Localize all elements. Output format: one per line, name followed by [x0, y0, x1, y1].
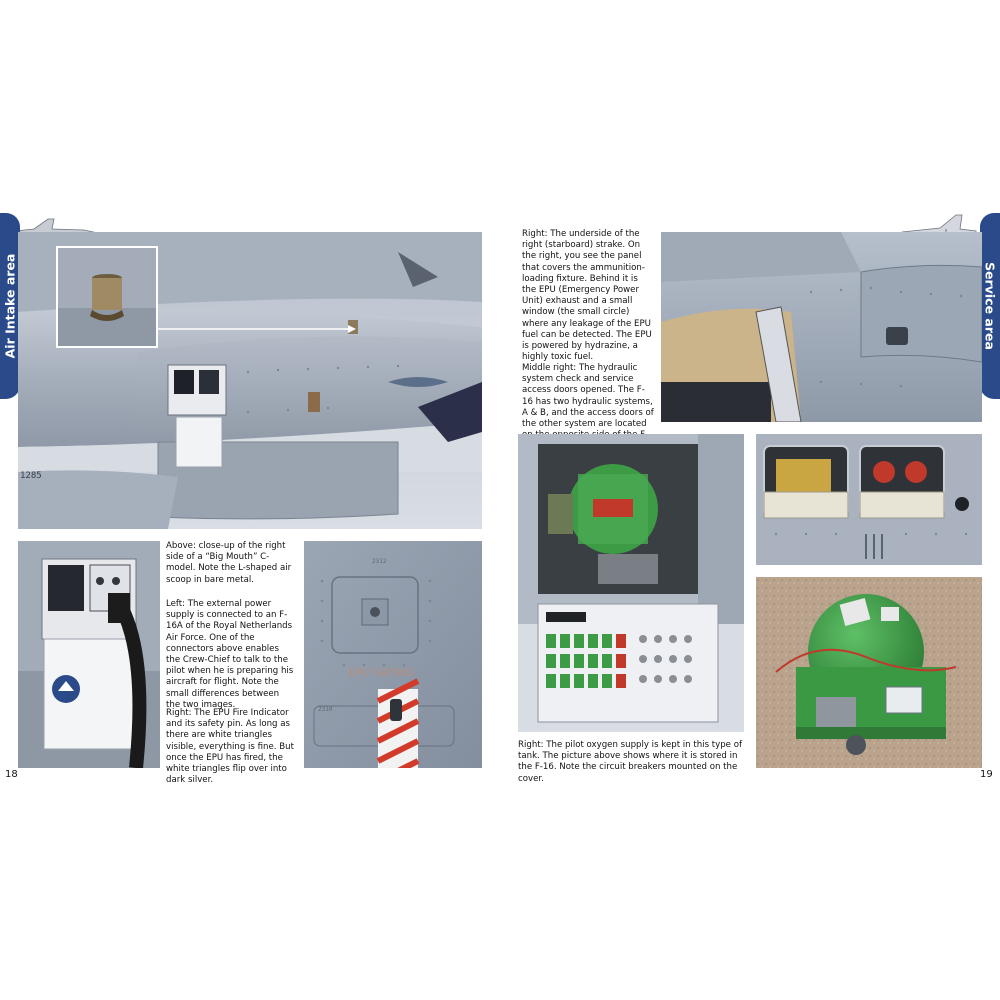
- caption-strake: Right: The underside of the right (starboard) strake. On the right, you see the panel that covers the ammunition-loading fixture. Behind it is the EPU (Emergency Power Unit) exhaust and a small window (the small circle) where any leakage of the EPU fuel can be detected. The EPU is powered by hydrazine, a highly toxic fuel.: [522, 229, 652, 363]
- inset-air-scoop: [56, 246, 158, 348]
- section-tab-left-label: Air Intake area: [2, 253, 18, 359]
- photo-hydraulic-doors: [756, 434, 982, 565]
- epu-safing-stencil: EPU SAFING: [348, 666, 415, 679]
- caption-epu-indicator: Right: The EPU Fire Indicator and its safety pin. As long as there are white triangles visible, everything is fine. But once the EPU has fired, the white triangles flip over into dark silver.: [166, 708, 294, 786]
- photo-oxygen-bay: [518, 434, 744, 732]
- stencil-number: 1285: [20, 471, 42, 481]
- page-number-left: 18: [5, 769, 18, 780]
- photo-strake-underside: [661, 232, 982, 422]
- photo-oxygen-tank: [756, 577, 982, 768]
- caption-above: Above: close-up of the right side of a “Big Mouth” C-model. Note the L-shaped air scoop in bare metal.: [166, 541, 292, 585]
- photo-epu-fire-indicator: [304, 541, 482, 768]
- caption-left: Left: The external power supply is connected to an F-16A of the Royal Netherlands Air Force. One of the connectors above enables the Crew-Chief to talk to the pilot when he is preparing his aircraft for flight. Note the small differences between the two images.: [166, 599, 294, 710]
- section-tab-right: [980, 213, 1000, 399]
- door-number-bottom: 2310: [318, 706, 333, 713]
- book-spread: [0, 213, 1000, 786]
- photo-intake-side: [18, 232, 482, 529]
- door-number-top: 2312: [372, 558, 387, 565]
- caption-oxygen: Right: The pilot oxygen supply is kept in this type of tank. The picture above shows where it is stored in the F-16. Note the circuit breakers mounted on the cover.: [518, 740, 742, 784]
- section-tab-left: [0, 213, 20, 399]
- caption-hydraulic: Middle right: The hydraulic system check and service access doors opened. The F-16 has two hydraulic systems, A & B, and the access doors of the other system are located: [522, 363, 654, 430]
- page-number-right: 19: [980, 769, 993, 780]
- section-tab-right-label: Service area: [982, 262, 998, 350]
- photo-external-power: [18, 541, 160, 768]
